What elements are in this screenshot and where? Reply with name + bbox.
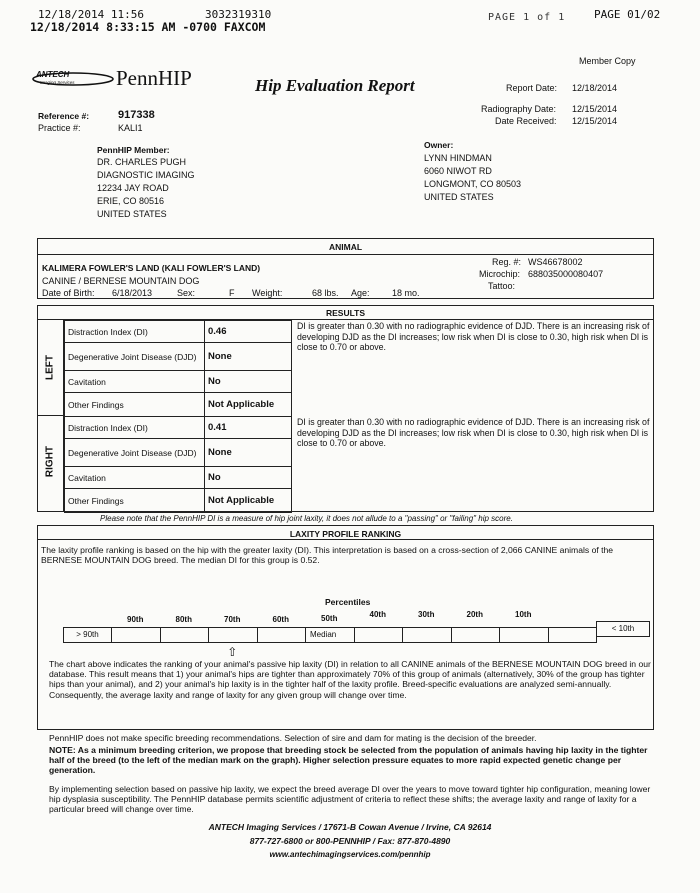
percentile-cell bbox=[111, 627, 161, 643]
left-djd-value: None bbox=[205, 343, 292, 371]
percentile-label: 90th bbox=[127, 615, 144, 624]
fax-partial-page: PAGE 1 of 1 bbox=[488, 12, 566, 23]
footer-website-link[interactable]: www.antechimagingservices.com/pennhip bbox=[269, 850, 431, 859]
left-di-interpretation: DI is greater than 0.30 with no radiographic evidence of DJD. There is an increasing risk of developing DJD as the DI increases; low risk when DI is close to 0.30, high risk when DI is close to 0.70 or above. bbox=[297, 321, 650, 352]
sex-value: F bbox=[229, 288, 235, 298]
laxity-section-title: LAXITY PROFILE RANKING bbox=[289, 529, 402, 539]
table-row bbox=[65, 393, 292, 417]
right-other-label: Other Findings bbox=[65, 489, 205, 513]
dob-value: 6/18/2013 bbox=[112, 288, 153, 298]
left-results-table bbox=[64, 320, 292, 417]
radiography-date: 12/15/2014 bbox=[572, 104, 618, 114]
animal-name: KALIMERA FOWLER'S LAND (KALI FOWLER'S LAND) bbox=[42, 263, 261, 273]
fax-page: PAGE 01/02 bbox=[594, 8, 661, 21]
laxity-explanation: The chart above indicates the ranking of your animal's passive hip laxity (DI) in relation to all CANINE animals of the BERNESE MOUNTAIN DOG breed in our database. This result means that 1) your animal's hips are tighter than approximately 70% of this group of animals (alternatively, 30% of the group has tighter hips than your animal), and 2) your animal's hip laxity is in the tighter half of the laxity profile. Breed-specific evaluations are analyzed semi-annually. Consequently, the average laxity and range of laxity for any given group will change over time. bbox=[49, 659, 651, 700]
report-date: 12/18/2014 bbox=[572, 83, 618, 93]
right-other-value: Not Applicable bbox=[205, 489, 292, 513]
radiography-date-label: Radiography Date: bbox=[481, 104, 557, 114]
age-label: Age: bbox=[351, 288, 370, 298]
percentile-cell bbox=[499, 627, 549, 643]
tattoo-label: Tattoo: bbox=[488, 281, 516, 291]
member-line: UNITED STATES bbox=[97, 209, 167, 219]
footer-address: ANTECH Imaging Services / 17671-B Cowan Avenue / Irvine, CA 92614 bbox=[208, 822, 492, 832]
member-copy: Member Copy bbox=[579, 56, 636, 66]
results-note: Please note that the PennHIP DI is a measure of hip joint laxity, it does not allude to a "passing" or "failing" hip score. bbox=[100, 514, 513, 523]
selection-paragraph: By implementing selection based on passive hip laxity, we expect the breed average DI over the years to move toward tighter hip configuration, meaning lower hip dysplasia susceptibility. The PennHIP database permits scientific adjustment of criteria to reflect these shifts; the average laxity and range of laxity for a particular breed will change over time. bbox=[49, 784, 651, 815]
table-row bbox=[65, 467, 292, 489]
percentile-cell: > 90th bbox=[63, 627, 112, 643]
right-results-table bbox=[64, 416, 292, 513]
left-other-value: Not Applicable bbox=[205, 393, 292, 417]
percentile-label: 30th bbox=[418, 610, 435, 619]
owner-line: LONGMONT, CO 80503 bbox=[424, 179, 522, 189]
member-line: ERIE, CO 80516 bbox=[97, 196, 165, 206]
animal-breed: CANINE / BERNESE MOUNTAIN DOG bbox=[42, 276, 200, 286]
microchip-label: Microchip: bbox=[479, 269, 521, 279]
percentile-label: 10th bbox=[515, 610, 532, 619]
reference-number: 917338 bbox=[118, 109, 155, 121]
antech-logo-text: ANTECH bbox=[36, 70, 70, 79]
right-hip-label: RIGHT bbox=[44, 445, 56, 478]
percentile-cell bbox=[257, 627, 307, 643]
right-di-value: 0.41 bbox=[205, 417, 292, 439]
table-row bbox=[65, 439, 292, 467]
reference-label: Reference #: bbox=[38, 111, 90, 121]
percentile-label: 70th bbox=[224, 615, 241, 624]
percentile-cell bbox=[402, 627, 452, 643]
sex-label: Sex: bbox=[177, 288, 196, 298]
dob-label: Date of Birth: bbox=[42, 288, 95, 298]
percentiles-title: Percentiles bbox=[325, 597, 371, 607]
microchip-value: 688035000080407 bbox=[528, 269, 604, 279]
member-line: DIAGNOSTIC IMAGING bbox=[97, 170, 195, 180]
percentile-label: 80th bbox=[175, 615, 192, 624]
member-line: 12234 JAY ROAD bbox=[97, 183, 169, 193]
percentile-cell: < 10th bbox=[596, 621, 650, 637]
fax-header-line: 12/18/2014 8:33:15 AM -0700 FAXCOM bbox=[30, 20, 266, 34]
reg-value: WS46678002 bbox=[528, 257, 583, 267]
right-djd-value: None bbox=[205, 439, 292, 467]
owner-label: Owner: bbox=[424, 140, 454, 150]
breeding-note: NOTE: As a minimum breeding criterion, we propose that breeding stock be selected from the population of animals having hip laxity in the tighter half of the breed (to the left of the median mark on the graph). Higher selection pressure equates to more rapid expected genetic change per generation. bbox=[49, 745, 648, 776]
breeding-disclaimer: PennHIP does not make specific breeding recommendations. Selection of sire and dam for mating is the decision of the breeder. bbox=[49, 733, 537, 743]
member-label: PennHIP Member: bbox=[97, 145, 170, 155]
left-di-value: 0.46 bbox=[205, 321, 292, 343]
percentile-cell bbox=[548, 627, 598, 643]
percentile-cell: Median bbox=[305, 627, 355, 643]
percentile-cell bbox=[208, 627, 258, 643]
animal-section-title: ANIMAL bbox=[328, 242, 363, 252]
date-received: 12/15/2014 bbox=[572, 116, 618, 126]
report-date-label: Report Date: bbox=[506, 83, 558, 93]
left-djd-label: Degenerative Joint Disease (DJD) bbox=[65, 343, 205, 371]
antech-logo bbox=[30, 68, 116, 88]
date-received-label: Date Received: bbox=[495, 116, 557, 126]
percentile-cell bbox=[354, 627, 404, 643]
percentile-label: 20th bbox=[466, 610, 483, 619]
percentile-label: 50th bbox=[321, 614, 338, 623]
laxity-position-arrow-icon: ⇧ bbox=[227, 645, 238, 659]
weight-value: 68 lbs. bbox=[312, 288, 339, 298]
right-cavitation-label: Cavitation bbox=[65, 467, 205, 489]
results-section-title: RESULTS bbox=[325, 308, 366, 318]
owner-line: UNITED STATES bbox=[424, 192, 494, 202]
left-other-label: Other Findings bbox=[65, 393, 205, 417]
percentile-label: 60th bbox=[272, 615, 289, 624]
percentile-cell bbox=[451, 627, 501, 643]
report-title: Hip Evaluation Report bbox=[255, 76, 415, 95]
right-di-label: Distraction Index (DI) bbox=[65, 417, 205, 439]
right-di-interpretation: DI is greater than 0.30 with no radiographic evidence of DJD. There is an increasing risk of developing DJD as the DI increases; low risk when DI is close to 0.30, high risk when DI is close to 0.70 or above. bbox=[297, 417, 650, 448]
age-value: 18 mo. bbox=[392, 288, 420, 298]
practice-label: Practice #: bbox=[38, 123, 81, 133]
left-hip-label: LEFT bbox=[44, 355, 56, 380]
percentile-cell bbox=[160, 627, 210, 643]
right-cavitation-value: No bbox=[205, 467, 292, 489]
table-row bbox=[65, 417, 292, 439]
fax-number: 3032319310 bbox=[205, 8, 272, 21]
weight-label: Weight: bbox=[252, 288, 283, 298]
left-cavitation-label: Cavitation bbox=[65, 371, 205, 393]
percentile-label: 40th bbox=[369, 610, 386, 619]
right-djd-label: Degenerative Joint Disease (DJD) bbox=[65, 439, 205, 467]
practice-number: KALI1 bbox=[118, 123, 143, 133]
laxity-intro: The laxity profile ranking is based on the hip with the greater laxity (DI). This interpretation is based on a cross-section of 2,066 CANINE animals of the BERNESE MOUNTAIN DOG breed. The median DI for this group is 0.52. bbox=[41, 545, 614, 566]
table-row bbox=[65, 321, 292, 343]
left-cavitation-value: No bbox=[205, 371, 292, 393]
owner-line: LYNN HINDMAN bbox=[424, 153, 492, 163]
pennhip-brand: PennHIP bbox=[116, 66, 192, 90]
table-row bbox=[65, 489, 292, 513]
reg-label: Reg. #: bbox=[492, 257, 522, 267]
table-row bbox=[65, 343, 292, 371]
member-line: DR. CHARLES PUGH bbox=[97, 157, 187, 167]
footer-phone: 877-727-6800 or 800-PENNHIP / Fax: 877-870-4890 bbox=[249, 836, 451, 846]
antech-logo-sub: Imaging Services bbox=[40, 80, 75, 85]
fax-date-time: 12/18/2014 11:56 bbox=[38, 8, 144, 21]
table-row bbox=[65, 371, 292, 393]
left-di-label: Distraction Index (DI) bbox=[65, 321, 205, 343]
owner-line: 6060 NIWOT RD bbox=[424, 166, 492, 176]
